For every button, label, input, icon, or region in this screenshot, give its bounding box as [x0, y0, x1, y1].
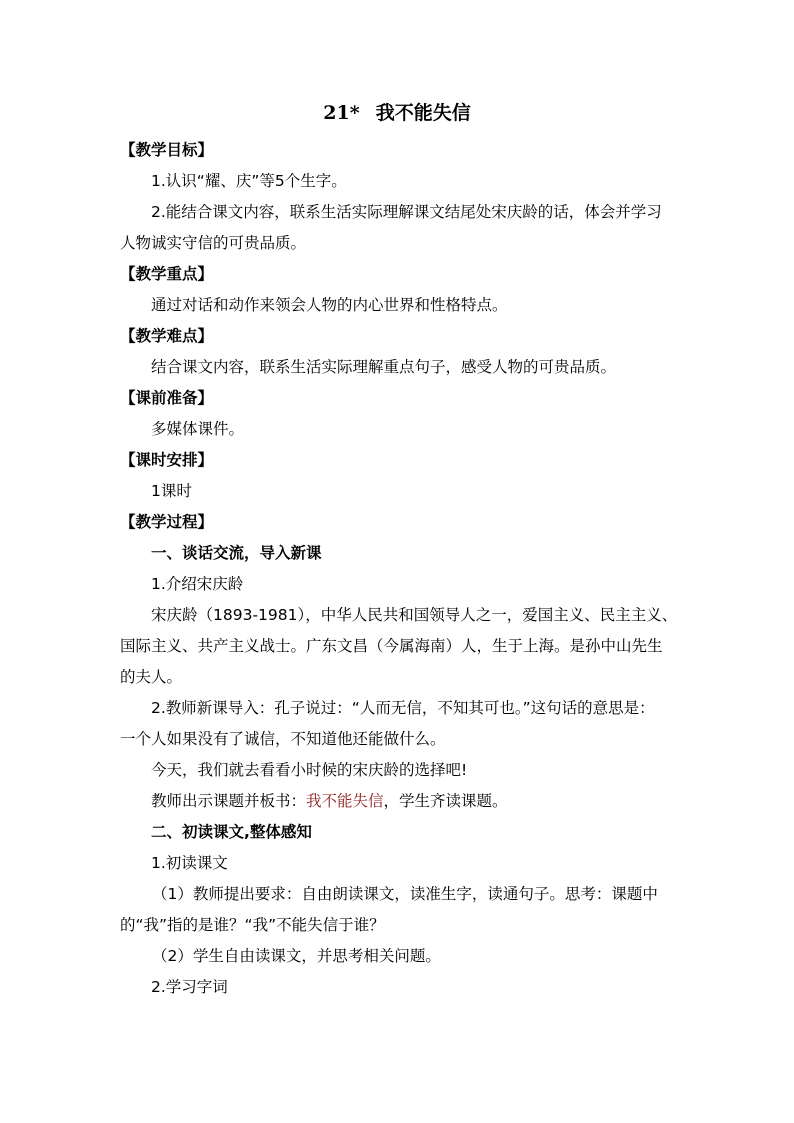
preparation-heading: 【课前准备】 — [120, 389, 214, 407]
key-points-text: 通过对话和动作来领会人物的内心世界和性格特点。 — [151, 296, 508, 314]
part1-sub2-line-1: 2.教师新课导入：孔子说过：“人而无信，不知其可也。”这句话的意思是： — [151, 699, 655, 717]
step1-line-2: 的“我”指的是谁？“我”不能失信于谁？ — [120, 916, 385, 934]
schedule-heading: 【课时安排】 — [120, 451, 214, 469]
board-prefix: 教师出示课题并板书： — [151, 792, 307, 810]
objectives-heading: 【教学目标】 — [120, 141, 214, 159]
objective-item-2-line-2: 人物诚实守信的可贵品质。 — [120, 234, 307, 252]
part2-sub2: 2.学习字词 — [151, 978, 228, 996]
part1-heading: 一、谈话交流，导入新课 — [151, 544, 322, 562]
board-suffix: ，学生齐读课题。 — [383, 792, 508, 810]
step2-text: （2）学生自由读课文，并思考相关问题。 — [152, 947, 441, 965]
step1-line-1: （1）教师提出要求：自由朗读课文，读准生字，读通句子。思考：课题中 — [152, 885, 658, 903]
lesson-number: 21* — [323, 102, 360, 124]
intro-line-3: 的夫人。 — [120, 668, 183, 686]
intro-line-2: 国际主义、共产主义战士。广东文昌（今属海南）人，生于上海。是孙中山先生 — [120, 637, 663, 655]
lesson-title-text: 我不能失信 — [375, 102, 471, 124]
part1-sub1: 1.介绍宋庆龄 — [151, 575, 244, 593]
part2-sub1: 1.初读课文 — [151, 854, 228, 872]
today-text: 今天，我们就去看看小时候的宋庆龄的选择吧! — [151, 761, 468, 779]
objective-item-1: 1.认识“耀、庆”等5个生字。 — [151, 172, 347, 190]
process-heading: 【教学过程】 — [120, 513, 214, 531]
intro-line-1: 宋庆龄（1893-1981），中华人民共和国领导人之一，爱国主义、民主主义、 — [151, 606, 678, 624]
board-line — [151, 790, 711, 812]
schedule-text: 1课时 — [151, 482, 192, 500]
objective-item-2-line-1: 2.能结合课文内容，联系生活实际理解课文结尾处宋庆龄的话，体会并学习 — [151, 203, 662, 221]
part2-heading: 二、初读课文,整体感知 — [151, 823, 312, 841]
difficulties-text: 结合课文内容，联系生活实际理解重点句子，感受人物的可贵品质。 — [151, 358, 617, 376]
preparation-text: 多媒体课件。 — [151, 420, 245, 438]
key-points-heading: 【教学重点】 — [120, 265, 214, 283]
part1-sub2-line-2: 一个人如果没有了诚信，不知道他还能做什么。 — [120, 730, 446, 748]
board-title: 我不能失信 — [306, 792, 384, 810]
lesson-title — [0, 100, 794, 126]
difficulties-heading: 【教学难点】 — [120, 327, 214, 345]
